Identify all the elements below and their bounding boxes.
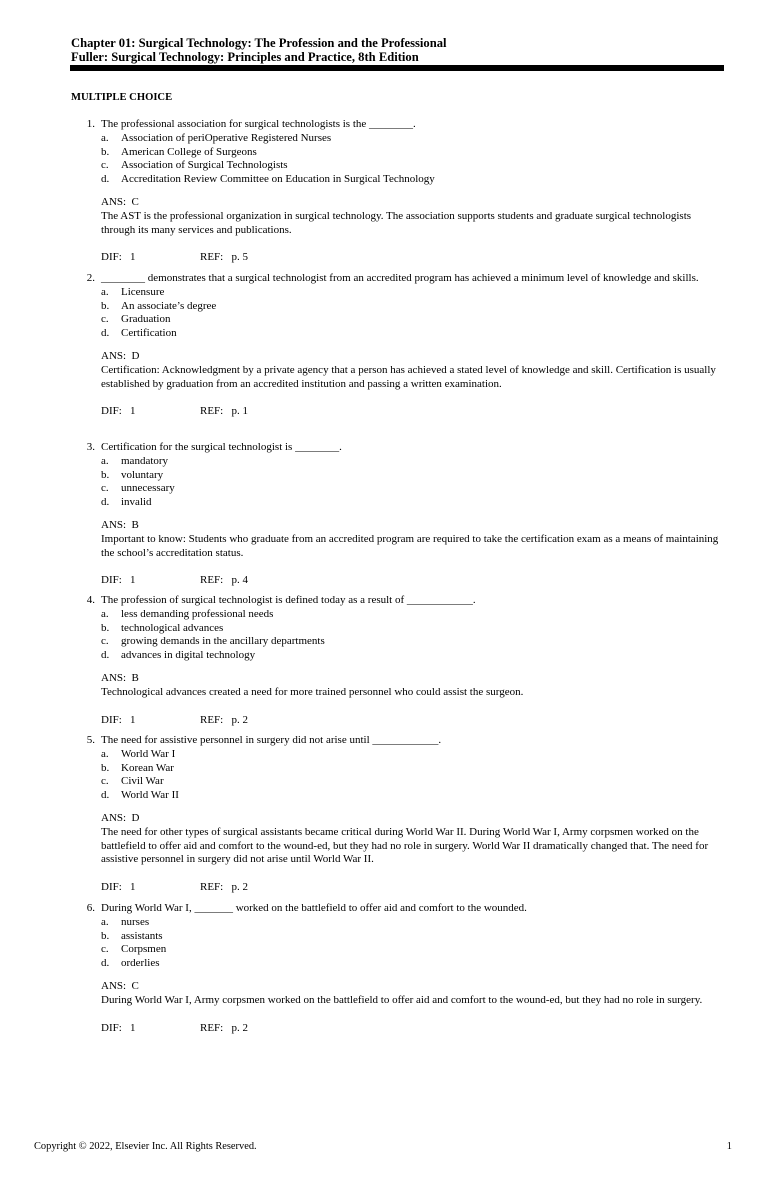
answer-key: ANS: B bbox=[101, 671, 139, 684]
question-stem bbox=[71, 902, 721, 916]
answer-block bbox=[71, 980, 721, 1008]
rationale: Technological advances created a need for more trained personnel who could assist the surgeon. bbox=[101, 685, 524, 698]
option-letter: b. bbox=[101, 621, 110, 634]
option-d bbox=[101, 496, 721, 510]
question-meta bbox=[71, 1022, 721, 1036]
option-letter: d. bbox=[101, 327, 110, 340]
option-text: mandatory bbox=[121, 454, 169, 467]
question-text: The need for assistive personnel in surgery did not arise until ____________. bbox=[101, 734, 442, 746]
option-text: invalid bbox=[121, 496, 152, 509]
option-c bbox=[101, 159, 721, 173]
options-list bbox=[71, 455, 721, 510]
option-text: Civil War bbox=[121, 775, 164, 788]
option-letter: a. bbox=[101, 454, 109, 467]
option-b bbox=[101, 762, 721, 776]
option-letter: b. bbox=[101, 761, 110, 774]
option-d bbox=[101, 649, 721, 663]
difficulty: DIF: 1 bbox=[101, 881, 136, 894]
option-letter: a. bbox=[101, 607, 109, 620]
answer-block bbox=[71, 672, 721, 700]
difficulty: DIF: 1 bbox=[101, 405, 136, 418]
option-d bbox=[101, 173, 721, 187]
option-text: unnecessary bbox=[121, 482, 175, 495]
question-stem bbox=[71, 441, 721, 455]
option-a bbox=[101, 132, 721, 146]
question-meta bbox=[71, 251, 721, 265]
option-letter: a. bbox=[101, 747, 109, 760]
option-letter: d. bbox=[101, 957, 110, 970]
option-d bbox=[101, 789, 721, 803]
question-meta bbox=[71, 714, 721, 728]
option-text: less demanding professional needs bbox=[121, 607, 274, 620]
option-letter: c. bbox=[101, 482, 109, 495]
page-reference: REF: p. 2 bbox=[200, 1021, 248, 1034]
question-stem bbox=[71, 734, 721, 748]
answer-block bbox=[71, 196, 721, 237]
question-meta bbox=[71, 405, 721, 419]
option-text: World War II bbox=[121, 789, 179, 802]
rationale: During World War I, Army corpsmen worked on the battlefield to offer aid and comfort to the wound-ed, but they had no role in surgery. bbox=[101, 993, 703, 1006]
difficulty: DIF: 1 bbox=[101, 1021, 136, 1034]
question-text: Certification for the surgical technologist is ________. bbox=[101, 441, 342, 453]
page-number: 1 bbox=[726, 1141, 732, 1152]
option-letter: d. bbox=[101, 496, 110, 509]
question-stem bbox=[71, 118, 721, 132]
answer-key: ANS: C bbox=[101, 979, 139, 992]
question-6 bbox=[71, 902, 721, 1036]
option-text: advances in digital technology bbox=[121, 649, 256, 662]
option-letter: c. bbox=[101, 775, 109, 788]
option-a bbox=[101, 748, 721, 762]
option-a bbox=[101, 455, 721, 469]
rationale: Important to know: Students who graduate from an accredited program are required to take the certification exam as a means of maintaining the school’s accreditation status. bbox=[101, 532, 719, 559]
option-text: Accreditation Review Committee on Education in Surgical Technology bbox=[121, 173, 435, 186]
option-text: Graduation bbox=[121, 313, 171, 326]
question-stem bbox=[71, 272, 721, 286]
option-b bbox=[101, 146, 721, 160]
book-title: Fuller: Surgical Technology: Principles and Practice, 8th Edition bbox=[71, 50, 419, 64]
rationale: Certification: Acknowledgment by a private agency that a person has achieved a stated level of knowledge and skill. Certification is usually established by graduation from an accredited institution and passing a written examination. bbox=[101, 363, 716, 390]
difficulty: DIF: 1 bbox=[101, 574, 136, 587]
answer-key: ANS: C bbox=[101, 195, 139, 208]
options-list bbox=[71, 748, 721, 803]
option-d bbox=[101, 327, 721, 341]
question-text: During World War I, _______ worked on the battlefield to offer aid and comfort to the wounded. bbox=[101, 902, 527, 914]
question-2 bbox=[71, 272, 721, 419]
option-letter: d. bbox=[101, 649, 110, 662]
option-a bbox=[101, 286, 721, 300]
option-letter: b. bbox=[101, 929, 110, 942]
answer-key: ANS: D bbox=[101, 349, 140, 362]
option-text: Association of periOperative Registered Nurses bbox=[121, 131, 332, 144]
chapter-title: Chapter 01: Surgical Technology: The Profession and the Professional bbox=[71, 36, 447, 50]
option-letter: a. bbox=[101, 285, 109, 298]
option-c bbox=[101, 775, 721, 789]
option-text: technological advances bbox=[121, 621, 224, 634]
option-a bbox=[101, 916, 721, 930]
rationale: The AST is the professional organization in surgical technology. The association supports students and graduate surgical technologists through its many services and publications. bbox=[101, 209, 692, 236]
page-reference: REF: p. 5 bbox=[200, 251, 248, 264]
page-reference: REF: p. 2 bbox=[200, 713, 248, 726]
option-b bbox=[101, 469, 721, 483]
option-letter: c. bbox=[101, 313, 109, 326]
options-list bbox=[71, 132, 721, 187]
option-text: An associate’s degree bbox=[121, 299, 217, 312]
rationale: The need for other types of surgical assistants became critical during World War II. During World War I, Army corpsmen worked on the battlefield to offer aid and comfort to the wound-ed, but they had no role in surgery. World War II dramatically changed that. The need for assistive personnel in surgery did not arise until World War II. bbox=[101, 825, 709, 866]
option-b bbox=[101, 622, 721, 636]
option-letter: c. bbox=[101, 943, 109, 956]
answer-block bbox=[71, 519, 721, 560]
option-c bbox=[101, 635, 721, 649]
question-meta bbox=[71, 574, 721, 588]
difficulty: DIF: 1 bbox=[101, 251, 136, 264]
options-list bbox=[71, 286, 721, 341]
option-c bbox=[101, 482, 721, 496]
option-text: growing demands in the ancillary departments bbox=[121, 635, 325, 648]
question-3 bbox=[71, 441, 721, 588]
option-letter: b. bbox=[101, 145, 110, 158]
difficulty: DIF: 1 bbox=[101, 713, 136, 726]
section-title: MULTIPLE CHOICE bbox=[71, 92, 173, 103]
page-reference: REF: p. 2 bbox=[200, 881, 248, 894]
question-5 bbox=[71, 734, 721, 895]
option-text: Korean War bbox=[121, 761, 174, 774]
question-text: ________ demonstrates that a surgical technologist from an accredited program has achieved a minimum level of knowledge and skills. bbox=[101, 272, 699, 284]
option-text: American College of Surgeons bbox=[121, 145, 257, 158]
question-text: The professional association for surgical technologists is the ________. bbox=[101, 118, 416, 130]
question-4 bbox=[71, 594, 721, 728]
question-text: The profession of surgical technologist is defined today as a result of ____________. bbox=[101, 594, 476, 606]
question-number: 2. bbox=[86, 272, 95, 284]
answer-block bbox=[71, 350, 721, 391]
option-letter: a. bbox=[101, 915, 109, 928]
option-d bbox=[101, 957, 721, 971]
question-1 bbox=[71, 118, 721, 265]
question-number: 1. bbox=[86, 118, 95, 130]
option-text: Certification bbox=[121, 327, 177, 340]
option-letter: a. bbox=[101, 131, 109, 144]
option-text: World War I bbox=[121, 747, 176, 760]
option-letter: c. bbox=[101, 159, 109, 172]
question-meta bbox=[71, 881, 721, 895]
option-letter: d. bbox=[101, 173, 110, 186]
options-list bbox=[71, 916, 721, 971]
option-text: Licensure bbox=[121, 285, 165, 298]
option-b bbox=[101, 930, 721, 944]
header-rule bbox=[70, 65, 724, 71]
option-text: orderlies bbox=[121, 957, 160, 970]
question-number: 6. bbox=[86, 902, 95, 914]
page-reference: REF: p. 1 bbox=[200, 405, 248, 418]
copyright-notice: Copyright © 2022, Elsevier Inc. All Rights Reserved. bbox=[34, 1141, 257, 1152]
option-b bbox=[101, 300, 721, 314]
question-stem bbox=[71, 594, 721, 608]
option-letter: c. bbox=[101, 635, 109, 648]
option-letter: d. bbox=[101, 789, 110, 802]
option-a bbox=[101, 608, 721, 622]
option-c bbox=[101, 313, 721, 327]
question-number: 3. bbox=[86, 441, 95, 453]
question-number: 4. bbox=[86, 594, 95, 606]
option-text: voluntary bbox=[121, 468, 164, 481]
option-text: assistants bbox=[121, 929, 163, 942]
answer-key: ANS: B bbox=[101, 518, 139, 531]
option-letter: b. bbox=[101, 468, 110, 481]
option-text: nurses bbox=[121, 915, 150, 928]
options-list bbox=[71, 608, 721, 663]
option-text: Association of Surgical Technologists bbox=[121, 159, 288, 172]
answer-block bbox=[71, 812, 721, 867]
answer-key: ANS: D bbox=[101, 811, 140, 824]
question-number: 5. bbox=[86, 734, 95, 746]
option-text: Corpsmen bbox=[121, 943, 167, 956]
page-reference: REF: p. 4 bbox=[200, 574, 248, 587]
option-c bbox=[101, 943, 721, 957]
option-letter: b. bbox=[101, 299, 110, 312]
document-header bbox=[71, 36, 725, 64]
